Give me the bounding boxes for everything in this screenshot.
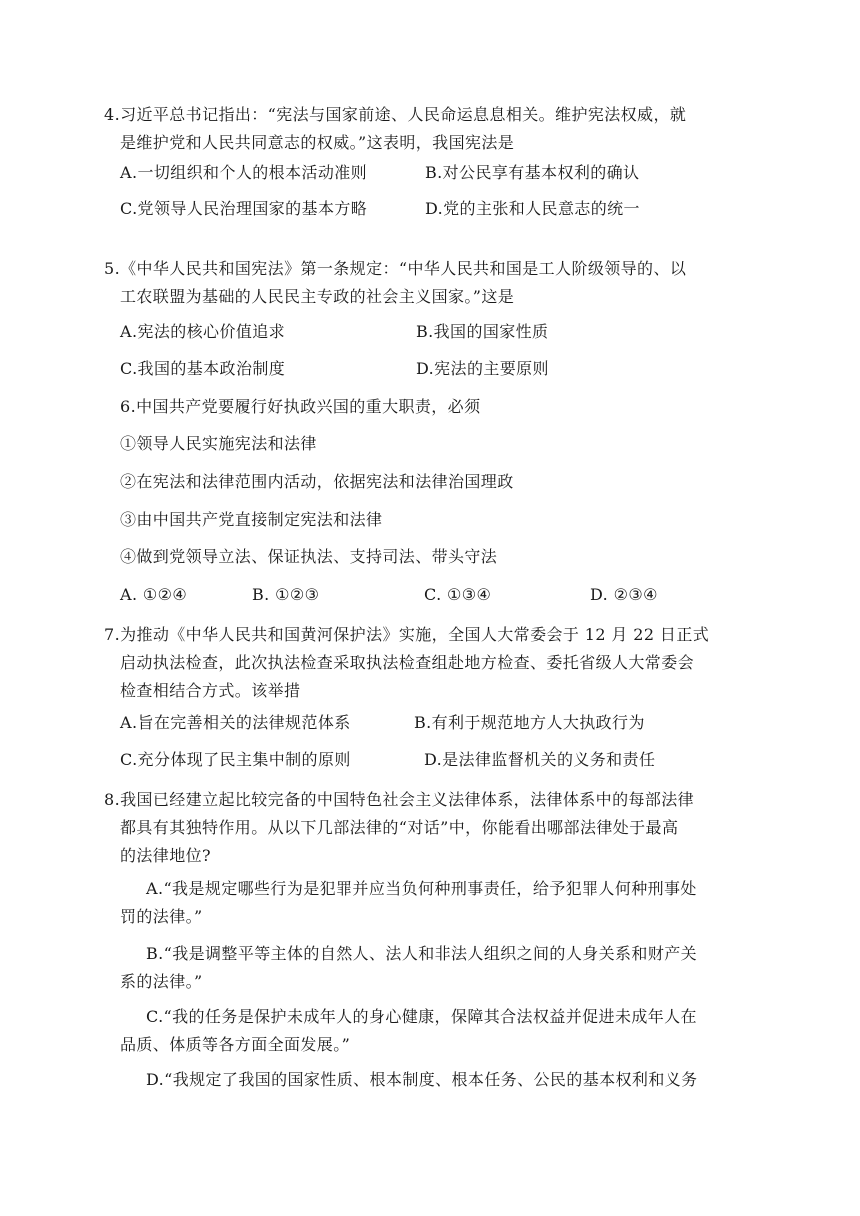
q8-stem-line3: 的法律地位? [120,846,211,865]
q6-item-2: ②在宪法和法律范围内活动，依据宪法和法律治国理政 [120,472,514,491]
q8-option-c-line2: 品质、体质等各方面全面发展。” [120,1035,351,1054]
q4-stem-line1: 4.习近平总书记指出：“宪法与国家前途、人民命运息息相关。维护宪法权威，就 [104,105,687,124]
q6-item-3: ③由中国共产党直接制定宪法和法律 [120,510,383,529]
q6-option-b: B. ①②③ [252,585,320,604]
q5-option-d: D.宪法的主要原则 [416,359,549,378]
q7-stem-line2: 启动执法检查，此次执法检查采取执法检查组赴地方检查、委托省级人大常委会 [120,653,695,672]
q8-option-c-line1: C.“我的任务是保护未成年人的身心健康，保障其合法权益并促进未成年人在 [146,1007,697,1026]
q8-stem-line1: 8.我国已经建立起比较完备的中国特色社会主义法律体系，法律体系中的每部法律 [104,790,695,809]
q5-option-c: C.我国的基本政治制度 [120,359,286,378]
q6-item-4: ④做到党领导立法、保证执法、支持司法、带头守法 [120,547,498,566]
q8-option-b-line2: 系的法律。” [120,972,203,991]
q4-option-d: D.党的主张和人民意志的统一 [425,199,640,218]
q4-option-c: C.党领导人民治理国家的基本方略 [120,199,368,218]
q7-stem-line3: 检查相结合方式。该举措 [120,681,301,700]
q4-option-b: B.对公民享有基本权利的确认 [425,163,640,182]
q8-option-b-line1: B.“我是调整平等主体的自然人、法人和非法人组织之间的人身关系和财产关 [146,944,698,963]
q7-option-a: A.旨在完善相关的法律规范体系 [120,713,351,732]
q8-option-a-line2: 罚的法律。” [120,907,203,926]
q8-option-d-line1: D.“我规定了我国的国家性质、根本制度、根本任务、公民的基本权利和义务 [146,1070,698,1089]
q5-option-b: B.我国的国家性质 [416,322,549,341]
q7-option-c: C.充分体现了民主集中制的原则 [120,750,351,769]
q7-option-b: B.有利于规范地方人大执政行为 [414,713,645,732]
q7-stem-line1: 7.为推动《中华人民共和国黄河保护法》实施，全国人大常委会于 12 月 22 日正式 [104,625,710,644]
q6-item-1: ①领导人民实施宪法和法律 [120,434,317,453]
q5-stem-line1: 5.《中华人民共和国宪法》第一条规定：“中华人民共和国是工人阶级领导的、以 [104,259,687,278]
q7-option-d: D.是法律监督机关的义务和责任 [424,750,656,769]
q6-stem: 6.中国共产党要履行好执政兴国的重大职责，必须 [120,397,481,416]
q4-option-a: A.一切组织和个人的根本活动准则 [120,163,368,182]
q6-option-d: D. ②③④ [590,585,658,604]
q8-stem-line2: 都具有其独特作用。从以下几部法律的“对话”中，你能看出哪部法律处于最高 [120,818,679,837]
q6-option-a: A. ①②④ [120,585,188,604]
q5-stem-line2: 工农联盟为基础的人民民主专政的社会主义国家。”这是 [120,287,515,306]
q8-option-a-line1: A.“我是规定哪些行为是犯罪并应当负何种刑事责任，给予犯罪人何种刑事处 [146,879,697,898]
q6-option-c: C. ①③④ [424,585,492,604]
q5-option-a: A.宪法的核心价值追求 [120,322,286,341]
q4-stem-line2: 是维护党和人民共同意志的权威。”这表明，我国宪法是 [120,133,515,152]
